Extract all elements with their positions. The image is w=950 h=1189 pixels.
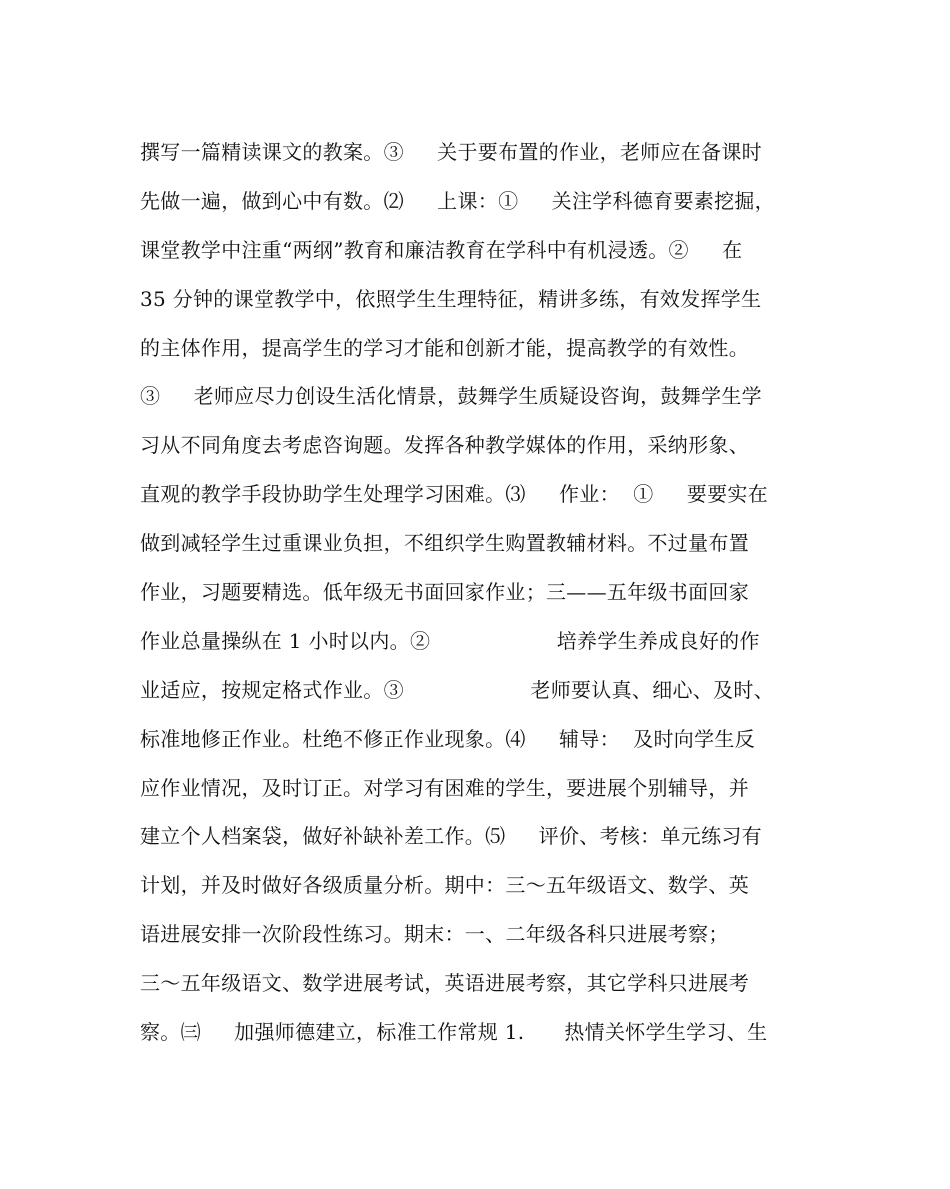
text-line-2: 先做一遍，做到心中有数。⑵ 上课：① 关注学科德育要素挖掘，: [140, 188, 775, 213]
text-line-19: 察。㈢ 加强师德建立，标准工作常规 1. 热情关怀学生学习、生: [140, 1020, 768, 1045]
text-line-15: 建立个人档案袋，做好补缺补差工作。⑸ 评价、考核：单元练习有: [140, 824, 762, 849]
text-line-14: 应作业情况，及时订正。对学习有困难的学生，要进展个别辅导，并: [140, 775, 749, 800]
text-line-6: ③ 老师应尽力创设生活化情景，鼓舞学生质疑设咨询，鼓舞学生学: [140, 384, 762, 409]
text-line-12: 业适应，按规定格式作业。③ 老师要认真、细心、及时、: [140, 677, 774, 702]
text-line-10: 作业，习题要精选。低年级无书面回家作业；三——五年级书面回家: [140, 580, 749, 605]
body-text: [140, 128, 830, 1057]
text-line-1: 撰写一篇精读课文的教案。③ 关于要布置的作业，老师应在备课时: [140, 140, 762, 164]
text-line-11: 作业总量操纵在 1 小时以内。② 培养学生养成良好的作: [140, 628, 760, 653]
text-line-16: 计划，并及时做好各级质量分析。期中：三～五年级语文、数学、英: [140, 873, 749, 898]
text-line-8: 直观的教学手段协助学生处理学习困难。⑶ 作业： ① 要要实在: [140, 482, 768, 507]
text-line-5: 的主体作用，提高学生的学习才能和创新才能，提高教学的有效性。: [140, 335, 749, 360]
text-line-13: 标准地修正作业。杜绝不修正作业现象。⑷ 辅导： 及时向学生反: [140, 726, 756, 751]
text-line-3: 课堂教学中注重“两纲”教育和廉洁教育在学科中有机浸透。② 在: [140, 237, 743, 262]
text-line-7: 习从不同角度去考虑咨询题。发挥各种教学媒体的作用，采纳形象、: [140, 433, 749, 458]
text-line-18: 三～五年级语文、数学进展考试，英语进展考察，其它学科只进展考: [140, 971, 749, 996]
text-line-4: 35 分钟的课堂教学中，依照学生生理特征，精讲多练，有效发挥学生: [140, 286, 762, 311]
text-line-17: 语进展安排一次阶段性练习。期末：一、二年级各科只进展考察；: [140, 922, 729, 947]
text-line-9: 做到减轻学生过重课业负担，不组织学生购置教辅材料。不过量布置: [140, 531, 749, 556]
